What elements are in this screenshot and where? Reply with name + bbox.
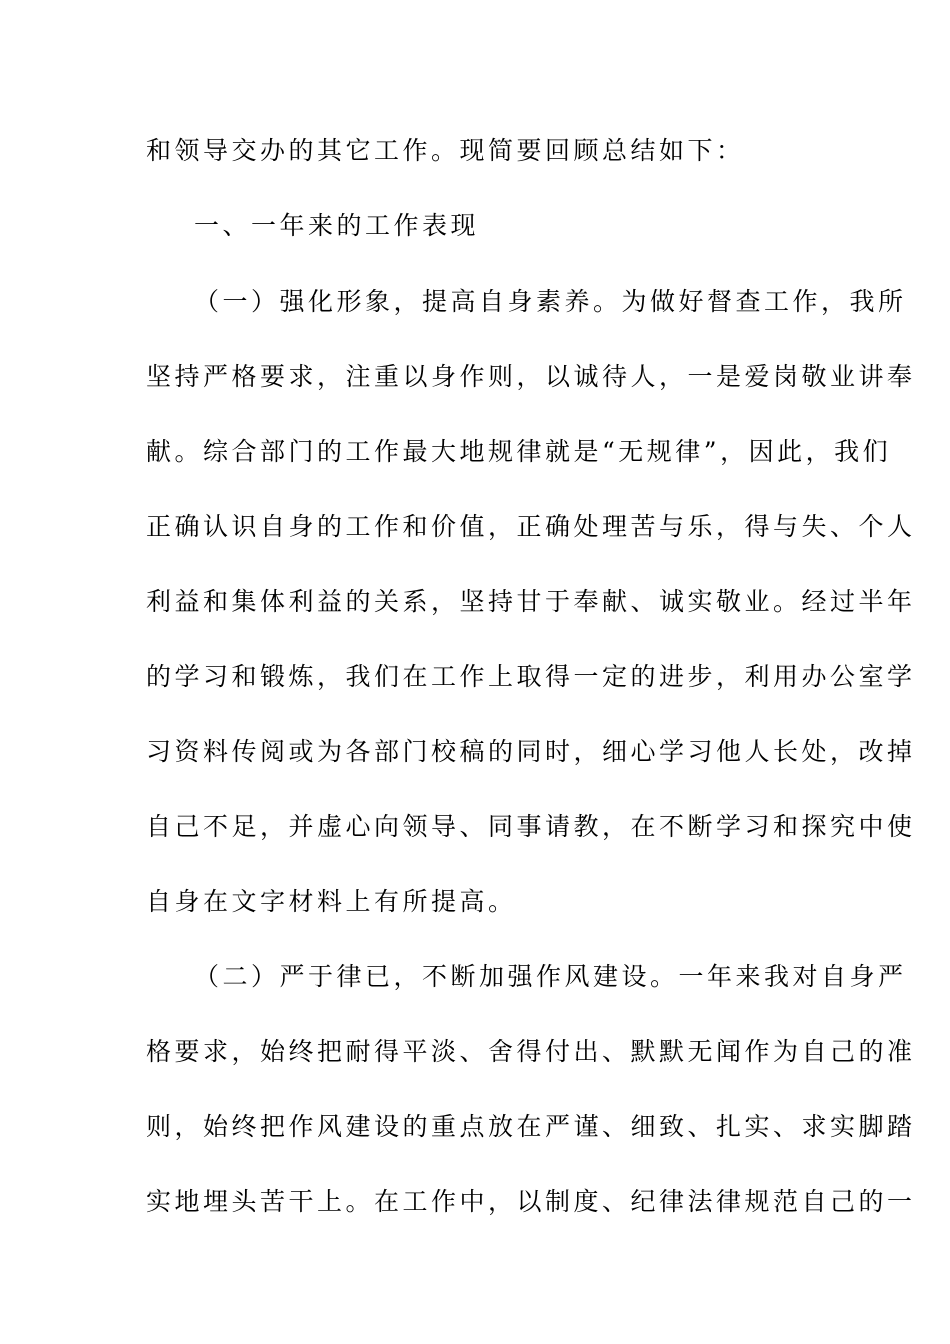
paragraph-1-line-3: 献。综合部门的工作最大地规律就是“无规律”，因此，我们 — [146, 437, 892, 466]
paragraph-1-line-1: （一）强化形象，提高自身素养。为做好督查工作，我所 — [194, 287, 907, 316]
paragraph-1-line-9: 自身在文字材料上有所提高。 — [146, 887, 517, 916]
paragraph-1-line-7: 习资料传阅或为各部门校稿的同时，细心学习他人长处，改掉 — [146, 737, 916, 766]
section-heading: 一、一年来的工作表现 — [194, 211, 480, 240]
paragraph-2-line-3: 则，始终把作风建设的重点放在严谨、细致、扎实、求实脚踏 — [146, 1112, 916, 1141]
paragraph-2-line-4: 实地埋头苦干上。在工作中，以制度、纪律法律规范自己的一 — [146, 1187, 916, 1216]
paragraph-1-line-2: 坚持严格要求，注重以身作则，以诚待人，一是爱岗敬业讲奉 — [146, 362, 916, 391]
paragraph-1-line-8: 自己不足，并虚心向领导、同事请教，在不断学习和探究中使 — [146, 812, 916, 841]
paragraph-2-line-1: （二）严于律已，不断加强作风建设。一年来我对自身严 — [194, 962, 907, 991]
paragraph-2-line-2: 格要求，始终把耐得平淡、舍得付出、默默无闻作为自己的准 — [146, 1037, 916, 1066]
text-line-continuation: 和领导交办的其它工作。现简要回顾总结如下： — [146, 136, 745, 165]
paragraph-1-line-6: 的学习和锻炼，我们在工作上取得一定的进步，利用办公室学 — [146, 662, 916, 691]
paragraph-1-line-5: 利益和集体利益的关系，坚持甘于奉献、诚实敬业。经过半年 — [146, 587, 916, 616]
paragraph-1-line-4: 正确认识自身的工作和价值，正确处理苦与乐，得与失、个人 — [146, 512, 916, 541]
